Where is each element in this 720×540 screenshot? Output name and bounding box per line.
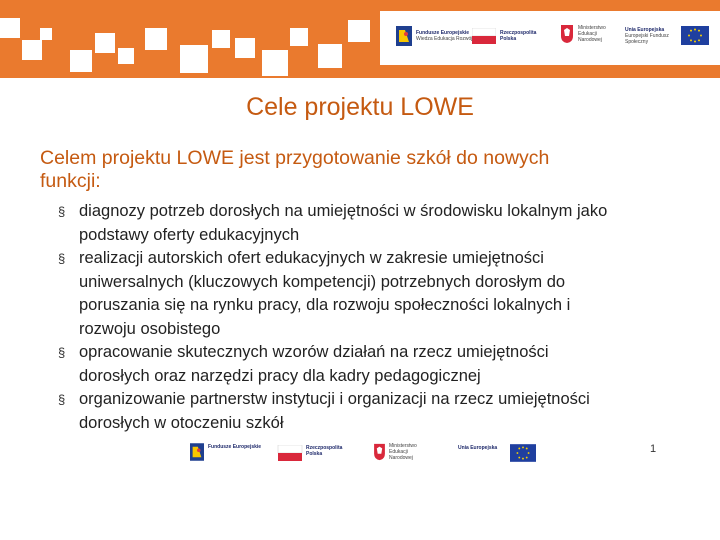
eu-funds-logo xyxy=(396,26,472,46)
footer-logos xyxy=(190,440,540,466)
rp-name: Rzeczpospolita Polska xyxy=(500,30,537,42)
decor-square xyxy=(95,33,115,53)
ministry-logo xyxy=(560,24,620,44)
list-item-line: dorosłych w otoczeniu szkół xyxy=(79,413,284,432)
decor-square xyxy=(180,45,208,73)
intro-line: Celem projektu LOWE jest przygotowanie szkół do nowych xyxy=(40,147,550,169)
footer-eu-name: Unia Europejska xyxy=(458,445,498,451)
list-item-line: podstawy oferty edukacyjnych xyxy=(79,225,300,244)
decor-square xyxy=(70,50,92,72)
decor-square xyxy=(212,30,230,48)
rp-logo xyxy=(472,28,540,44)
list-item-line: realizacji autorskich ofert edukacyjnych w zakresie umiejętności xyxy=(79,249,544,267)
list-item-line: diagnozy potrzeb dorosłych na umiejętności w środowisku lokalnym jako xyxy=(79,202,608,220)
eu-sub: Europejski Fundusz Społeczny xyxy=(625,32,669,45)
list-item xyxy=(58,388,688,435)
eu-funds-name: Fundusze Europejskie xyxy=(416,30,470,36)
intro-line: funkcji: xyxy=(40,170,101,192)
eu-name: Unia Europejska xyxy=(625,26,665,33)
logo-strip xyxy=(380,11,720,65)
list-item-line: poruszania się na rynku pracy, dla rozwoju społeczności lokalnych i xyxy=(79,296,571,314)
decor-square xyxy=(0,18,20,38)
list-item-line: dorosłych oraz narzędzi pracy dla kadry pedagogicznej xyxy=(79,366,481,385)
eu-flag-icon xyxy=(681,26,709,45)
objectives-list xyxy=(58,200,688,435)
eu-flag-icon xyxy=(510,444,536,462)
decor-square xyxy=(22,40,42,60)
bullet-icon: § xyxy=(58,204,66,219)
list-item xyxy=(58,200,688,247)
decor-square xyxy=(262,50,288,76)
list-item-line: rozwoju osobistego xyxy=(79,319,221,338)
decor-square xyxy=(318,44,342,68)
footer-ministry-name: Ministerstwo Edukacji Narodowej xyxy=(389,443,417,461)
polish-flag-icon xyxy=(277,445,303,461)
ministry-name: Ministerstwo Edukacji Narodowej xyxy=(578,25,606,43)
list-item-line: organizowanie partnerstw instytucji i organizacji na rzecz umiejętności xyxy=(79,390,590,408)
bullet-icon: § xyxy=(58,345,66,360)
header-band xyxy=(0,0,720,78)
slide-title: Cele projektu LOWE xyxy=(246,93,474,121)
polish-flag-icon xyxy=(472,28,496,44)
slide-intro xyxy=(40,147,680,193)
footer-rp-name: Rzeczpospolita Polska xyxy=(306,445,343,457)
decor-square xyxy=(290,28,308,46)
eu-funds-logo-icon xyxy=(190,443,204,461)
footer-eu-funds-name: Fundusze Europejskie xyxy=(208,444,262,450)
decor-square xyxy=(40,28,52,40)
decor-square xyxy=(118,48,134,64)
list-item xyxy=(58,247,688,341)
decor-square xyxy=(235,38,255,58)
decor-square xyxy=(145,28,167,50)
eu-funds-sub: Wiedza Edukacja Rozwój xyxy=(416,36,473,42)
bullet-icon: § xyxy=(58,251,66,266)
decor-square xyxy=(348,20,370,42)
bullet-icon: § xyxy=(58,392,66,407)
eu-funds-logo-icon xyxy=(396,26,412,46)
polish-eagle-icon xyxy=(373,443,386,461)
list-item-line: uniwersalnych (kluczowych kompetencji) potrzebnych dorosłym do xyxy=(79,272,566,291)
page-number: 1 xyxy=(650,443,657,455)
polish-eagle-icon xyxy=(560,24,574,44)
list-item-line: opracowanie skutecznych wzorów działań na rzecz umiejętności xyxy=(79,343,549,361)
list-item xyxy=(58,341,688,388)
eu-logo xyxy=(625,26,709,45)
